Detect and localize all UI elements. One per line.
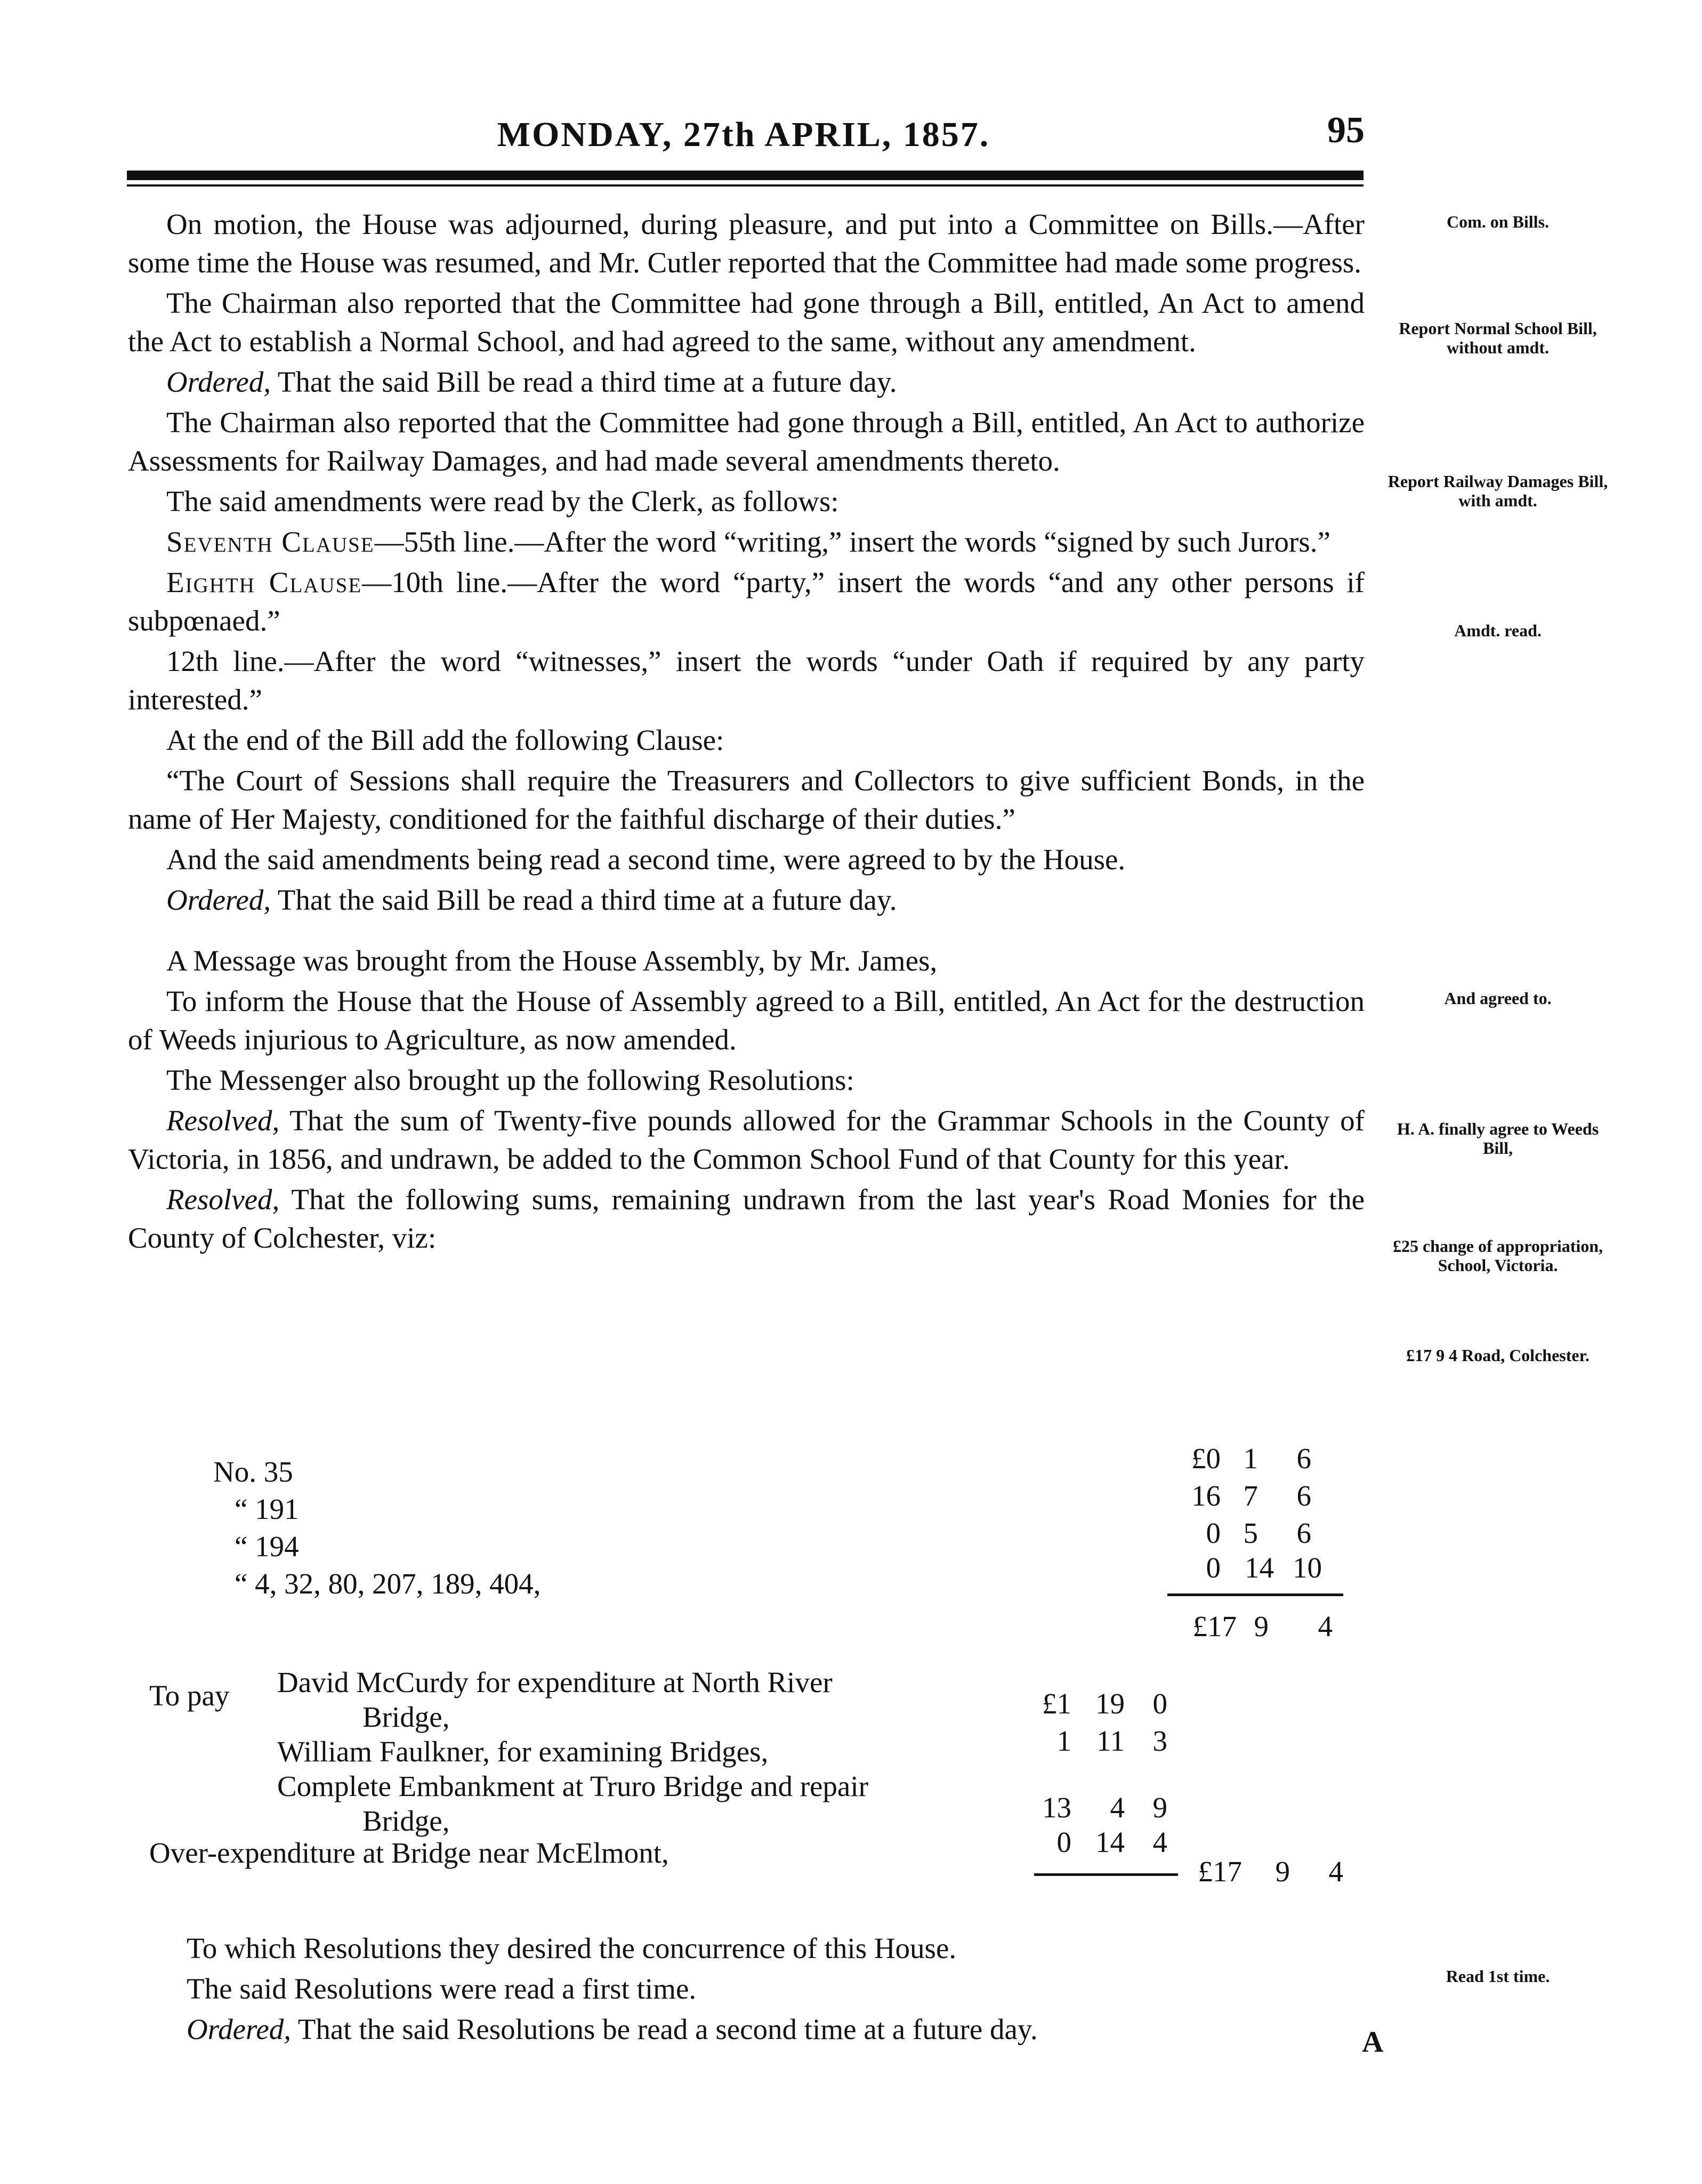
resolved-word: Resolved, (166, 1104, 280, 1137)
amount-shillings: 4 (1110, 1791, 1125, 1824)
amount-pounds: 1 (1056, 1725, 1071, 1757)
paragraph-text: That the said Resolutions be read a second time at a future day. (297, 2013, 1038, 2045)
header-rule-thin (127, 184, 1364, 187)
amount-pounds: 0 (1056, 1826, 1071, 1858)
paragraph (128, 881, 1365, 919)
payment-line: Complete Embankment at Truro Bridge and repair (277, 1770, 868, 1802)
paragraph: At the end of the Bill add the following Clause: (166, 724, 724, 756)
ordered-word: Ordered, (166, 366, 271, 398)
amount-pence: 4 (1152, 1826, 1167, 1858)
margin-note: £25 change of appropriation, School, Victoria. (1392, 1236, 1603, 1275)
paragraph (128, 1102, 1365, 1178)
amount-pounds: 0 (1206, 1551, 1221, 1584)
paragraph-text: —55th line.—After the word “writing,” insert the words “signed by such Jurors.” (374, 525, 1330, 558)
paragraph (128, 363, 1365, 401)
amount-pounds: £0 (1191, 1442, 1221, 1475)
paragraph-text: That the sum of Twenty-five pounds allowed for the Grammar Schools in the County of Victoria, in 1856, and undrawn, be added to the Common School Fund of that County for this year. (128, 1104, 1365, 1175)
ordered-word: Ordered, (187, 2013, 292, 2045)
total-pounds: £17 (1192, 1610, 1237, 1643)
amount-pounds: £1 (1042, 1687, 1071, 1720)
table-row-label: “ 194 (235, 1530, 299, 1563)
total-pence: 4 (1328, 1855, 1343, 1888)
clause-heading: Eighth Clause (166, 566, 362, 598)
clause-heading: Seventh Clause (166, 525, 375, 558)
paragraph (128, 563, 1365, 640)
margin-note: £17 9 4 Road, Colchester. (1406, 1346, 1590, 1365)
total-shillings: 9 (1254, 1610, 1269, 1643)
paragraph: To which Resolutions they desired the concurrence of this House. (187, 1932, 957, 1964)
margin-note: And agreed to. (1444, 989, 1552, 1008)
paragraph-text: —10th line.—After the word “party,” insert the words “and any other persons if subpœnaed.” (128, 566, 1365, 637)
paragraph (128, 1180, 1365, 1257)
paragraph-text: That the said Bill be read a third time at a future day. (277, 366, 897, 398)
margin-note: Read 1st time. (1446, 1967, 1550, 1986)
paragraph: To inform the House that the House of Assembly agreed to a Bill, entitled, An Act for the destruction of Weeds injurious to Agriculture, as now amended. (128, 985, 1365, 1056)
amount-shillings: 14 (1095, 1826, 1125, 1858)
paragraph: The Messenger also brought up the following Resolutions: (166, 1064, 854, 1096)
total-pence: 4 (1318, 1610, 1333, 1643)
resolved-word: Resolved, (166, 1183, 280, 1216)
total-pounds: £17 (1198, 1855, 1242, 1888)
amount-pence: 6 (1296, 1517, 1311, 1549)
paragraph: The Chairman also reported that the Committee had gone through a Bill, entitled, An Act to amend the Act to establish a Normal School, and had agreed to the same, without any amendment. (128, 287, 1365, 358)
amount-shillings: 11 (1096, 1725, 1125, 1757)
margin-note: Report Railway Damages Bill, with amdt. (1388, 472, 1608, 510)
margin-note: Com. on Bills. (1446, 212, 1550, 231)
paragraph (187, 2010, 1279, 2049)
margin-note: Report Normal School Bill, without amdt. (1399, 319, 1597, 357)
amount-shillings: 7 (1243, 1479, 1258, 1512)
paragraph: 12th line.—After the word “witnesses,” insert the words “under Oath if required by any party interested.” (128, 645, 1365, 716)
payment-line: Bridge, (362, 1805, 450, 1837)
closing-text (187, 1929, 1279, 2051)
paragraph: A Message was brought from the House Assembly, by Mr. James, (166, 944, 938, 977)
total-shillings: 9 (1275, 1855, 1290, 1888)
paragraph-text: That the following sums, remaining undrawn from the last year's Road Monies for the County of Colchester, viz: (128, 1183, 1365, 1254)
page-number: 95 (1327, 110, 1365, 151)
header-rule-thick (127, 171, 1364, 180)
amount-pence: 6 (1296, 1442, 1311, 1475)
amount-pence: 0 (1152, 1687, 1167, 1720)
paragraph (128, 523, 1365, 561)
payment-line: Bridge, (362, 1701, 450, 1733)
paragraph: “The Court of Sessions shall require the Treasurers and Collectors to give sufficient Bonds, in the name of Her Majesty, conditioned for the faithful discharge of their duties.” (128, 764, 1365, 835)
amount-pence: 10 (1293, 1551, 1322, 1584)
table-row-label: No. 35 (213, 1455, 293, 1488)
sum-rule (1034, 1873, 1178, 1876)
amount-shillings: 1 (1243, 1442, 1258, 1475)
amount-pounds: 16 (1191, 1479, 1221, 1512)
amount-pence: 9 (1152, 1791, 1167, 1824)
paragraph: And the said amendments being read a second time, were agreed to by the House. (166, 843, 1126, 876)
margin-note: H. A. finally agree to Weeds Bill, (1397, 1119, 1599, 1158)
amount-pounds: 0 (1206, 1517, 1221, 1549)
amount-pence: 3 (1152, 1725, 1167, 1757)
amount-shillings: 5 (1243, 1517, 1258, 1549)
amount-pence: 6 (1296, 1479, 1311, 1512)
amount-shillings: 19 (1095, 1687, 1125, 1720)
payments-intro: To pay (149, 1679, 230, 1712)
amount-shillings: 14 (1245, 1551, 1274, 1584)
sum-rule (1167, 1593, 1343, 1596)
paragraph: The said amendments were read by the Clerk, as follows: (166, 485, 839, 517)
amount-pounds: 13 (1042, 1791, 1071, 1824)
paragraph: The Chairman also reported that the Committee had gone through a Bill, entitled, An Act to authorize Assessments for Railway Damages, and had made several amendments thereto. (128, 406, 1365, 477)
table-row-label: “ 4, 32, 80, 207, 189, 404, (235, 1567, 541, 1600)
payment-line: Over-expenditure at Bridge near McElmont, (149, 1837, 669, 1869)
page-header (123, 104, 1365, 168)
payment-line: David McCurdy for expenditure at North River (277, 1666, 833, 1698)
table-row-label: “ 191 (235, 1493, 299, 1525)
paragraph: The said Resolutions were read a first time. (187, 1972, 697, 2005)
paragraph: On motion, the House was adjourned, during pleasure, and put into a Committee on Bills.—After some time the House was resumed, and Mr. Cutler reported that the Committee had made some progress. (128, 208, 1365, 279)
journal-body (128, 205, 1365, 1259)
ordered-word: Ordered, (166, 884, 271, 916)
paragraph-text: That the said Bill be read a third time at a future day. (277, 884, 897, 916)
page-title: MONDAY, 27th APRIL, 1857. (497, 115, 990, 154)
payment-line: William Faulkner, for examining Bridges, (277, 1735, 769, 1768)
margin-note: Amdt. read. (1454, 621, 1542, 640)
signature-mark: A (1362, 2026, 1384, 2059)
